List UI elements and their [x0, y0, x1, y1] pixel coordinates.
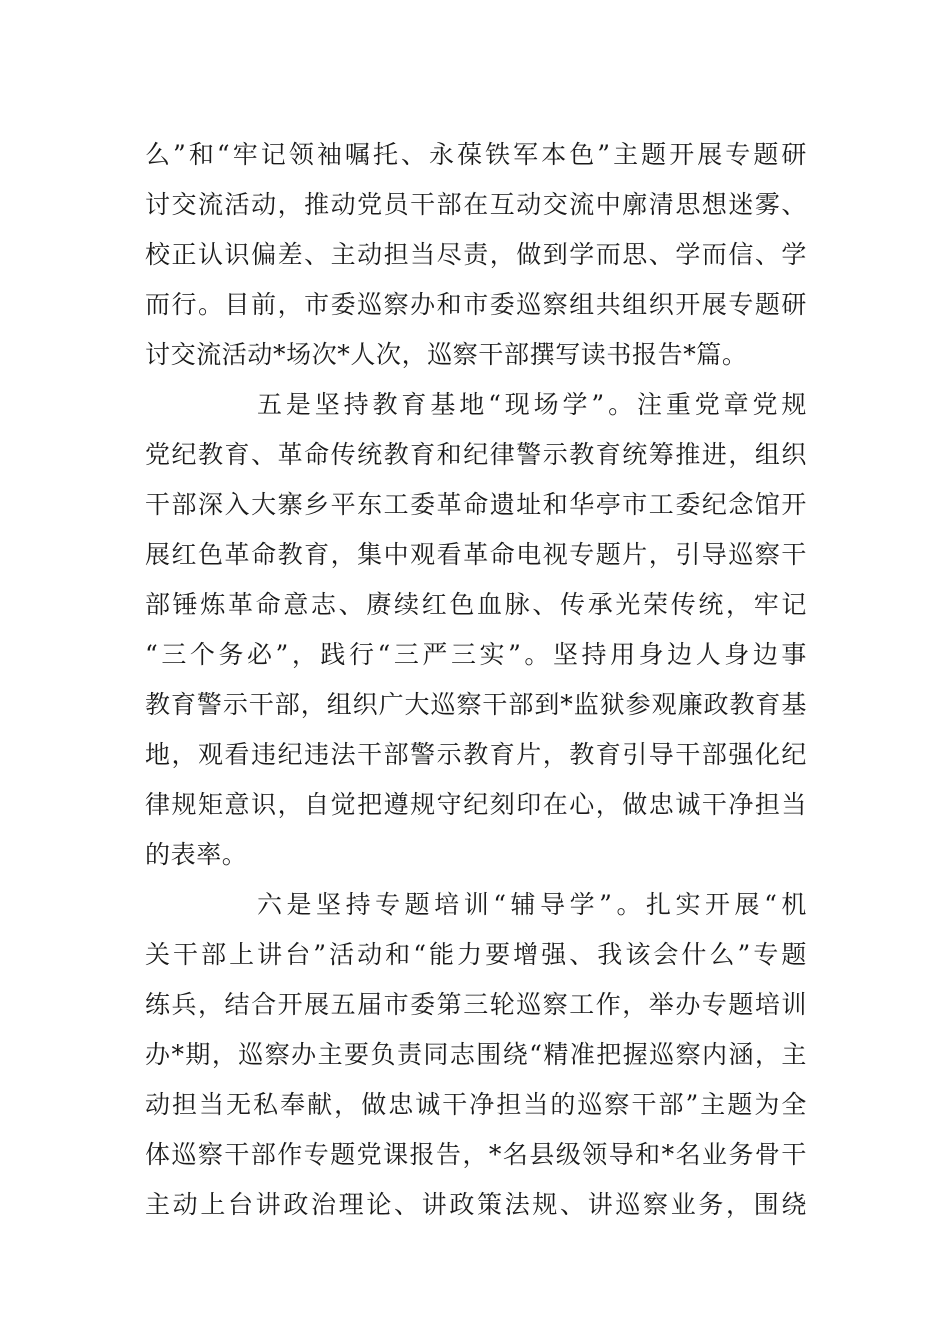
- paragraph-line: 的表率。: [145, 840, 248, 869]
- paragraph-line: 部锤炼革命意志、赓续红色血脉、传承光荣传统，牢记: [145, 590, 807, 619]
- paragraph-line: 么”和“牢记领袖嘱托、永葆铁军本色”主题开展专题研: [145, 140, 807, 169]
- paragraph-line: 校正认识偏差、主动担当尽责，做到学而思、学而信、学: [145, 240, 807, 269]
- paragraph-line: 教育警示干部，组织广大巡察干部到*监狱参观廉政教育基: [145, 690, 807, 719]
- paragraph-line: 干部深入大寨乡平东工委革命遗址和华亭市工委纪念馆开: [145, 490, 807, 519]
- paragraph-line: 六是坚持专题培训“辅导学”。扎实开展“机: [257, 890, 807, 919]
- paragraph-line: 地，观看违纪违法干部警示教育片，教育引导干部强化纪: [145, 740, 807, 769]
- paragraph-line: 五是坚持教育基地“现场学”。注重党章党规: [257, 390, 807, 419]
- paragraph-line: 主动上台讲政治理论、讲政策法规、讲巡察业务，围绕: [145, 1190, 807, 1219]
- paragraph-line: 律规矩意识，自觉把遵规守纪刻印在心，做忠诚干净担当: [145, 790, 807, 819]
- paragraph-line: 动担当无私奉献，做忠诚干净担当的巡察干部”主题为全: [145, 1090, 807, 1119]
- paragraph-line: 展红色革命教育，集中观看革命电视专题片，引导巡察干: [145, 540, 807, 569]
- paragraph-line: 而行。目前，市委巡察办和市委巡察组共组织开展专题研: [145, 290, 807, 319]
- paragraph-line: 练兵，结合开展五届市委第三轮巡察工作，举办专题培训: [145, 990, 807, 1019]
- paragraph-line: 办*期，巡察办主要负责同志围绕“精准把握巡察内涵，主: [145, 1040, 807, 1069]
- paragraph-line: 关干部上讲台”活动和“能力要增强、我该会什么”专题: [145, 940, 807, 969]
- paragraph-line: 讨交流活动*场次*人次，巡察干部撰写读书报告*篇。: [145, 340, 748, 369]
- paragraph-line: 体巡察干部作专题党课报告，*名县级领导和*名业务骨干: [145, 1140, 807, 1169]
- paragraph-line: 党纪教育、革命传统教育和纪律警示教育统筹推进，组织: [145, 440, 807, 469]
- paragraph-line: “三个务必”，践行“三严三实”。坚持用身边人身边事: [145, 640, 807, 669]
- paragraph-line: 讨交流活动，推动党员干部在互动交流中廓清思想迷雾、: [145, 190, 807, 219]
